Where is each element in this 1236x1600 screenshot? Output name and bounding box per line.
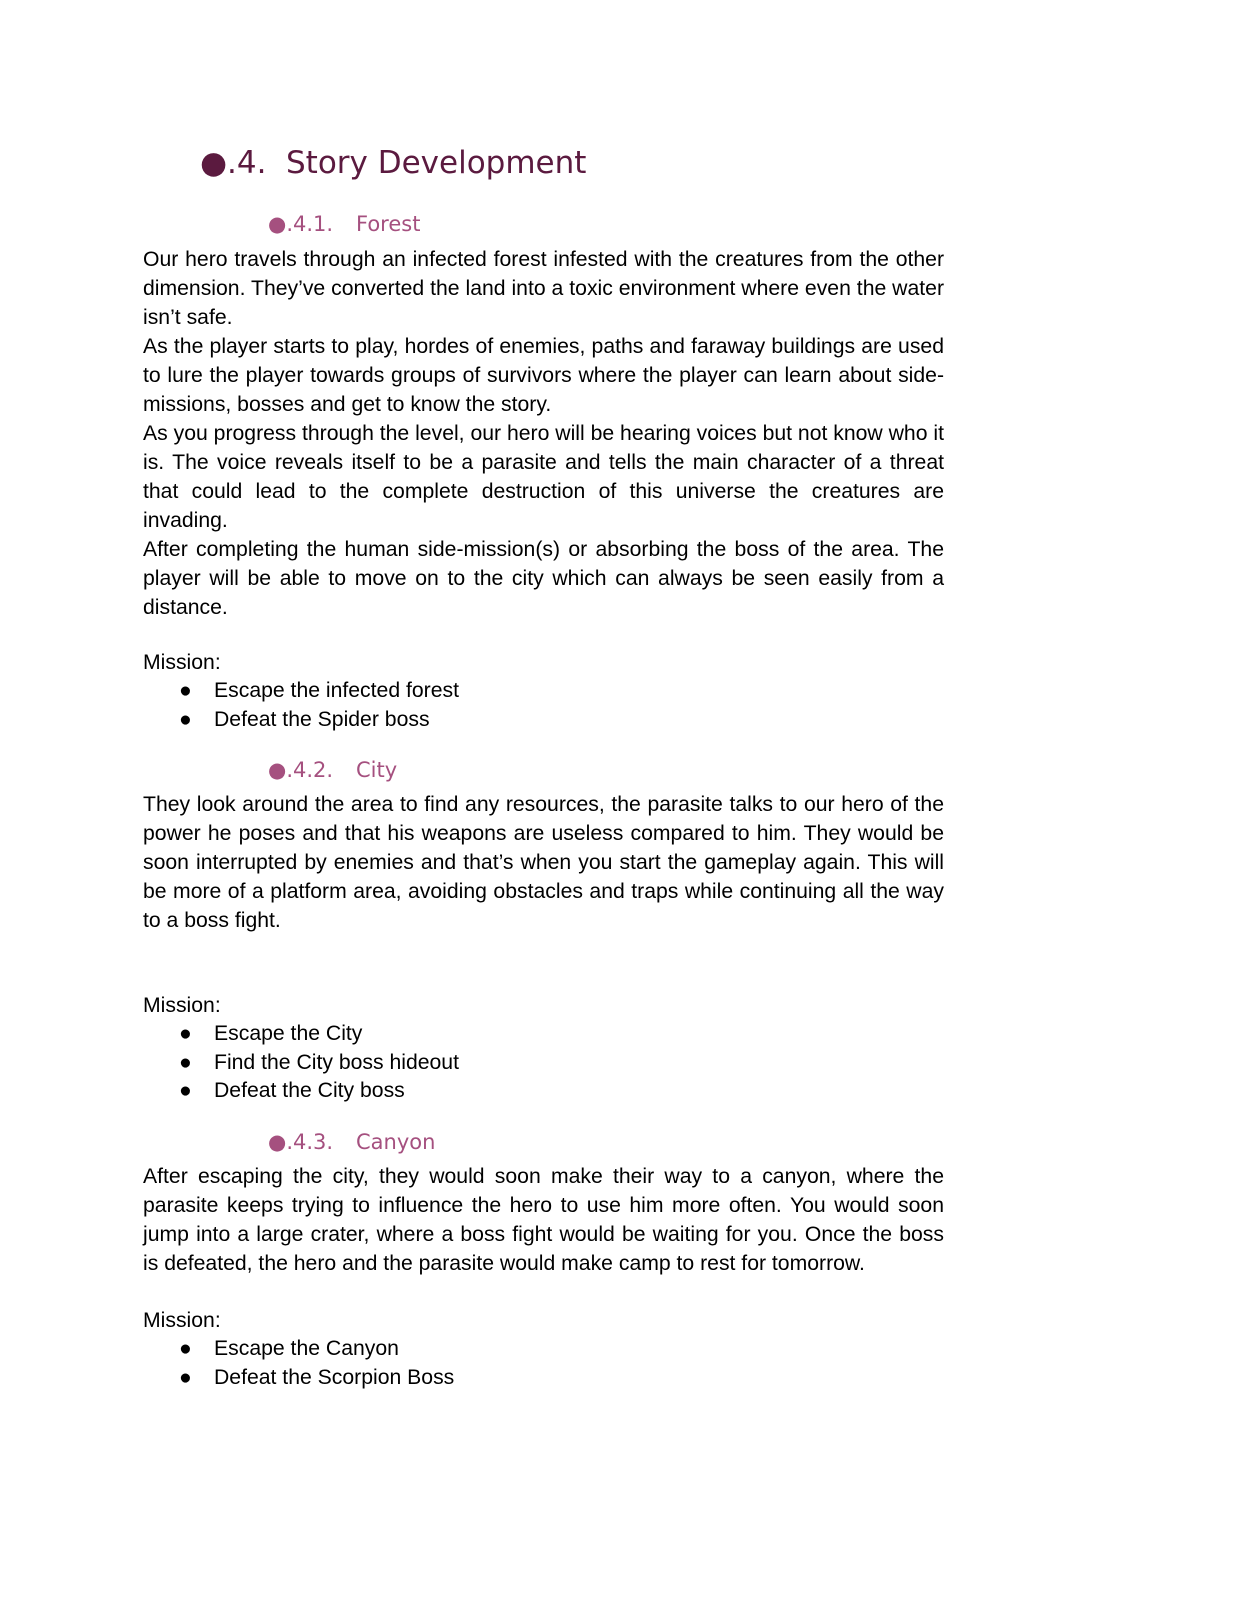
paragraph: Our hero travels through an infected forest infested with the creatures from the other dimension. They’ve converted the land into a toxic environment where even the water isn’t safe. (143, 248, 944, 329)
bullet-icon: ● (179, 1050, 192, 1074)
subsection-heading-forest (268, 212, 420, 236)
bullet-icon: ● (179, 1365, 192, 1389)
mission-label: Mission: (143, 1309, 221, 1332)
subsection-heading-canyon (268, 1130, 435, 1154)
canyon-body (143, 1162, 944, 1278)
paragraph: After completing the human side-mission(s) or absorbing the boss of the area. The player will be able to move on to the city which can always be seen easily from a distance. (143, 538, 944, 619)
subsection-number: ●.4.3. (268, 1130, 334, 1154)
list-item: ● Escape the infected forest (143, 677, 459, 706)
list-item: ● Find the City boss hideout (143, 1049, 459, 1078)
subsection-title: Forest (356, 212, 421, 236)
bullet-icon: ● (179, 707, 192, 731)
list-item: ● Defeat the Spider boss (143, 706, 459, 735)
subsection-title: Canyon (356, 1130, 436, 1154)
section-title: Story Development (286, 145, 587, 181)
bullet-icon: ● (179, 1079, 192, 1103)
section-number: ●.4. (200, 145, 267, 181)
mission-list-canyon (143, 1335, 454, 1392)
subsection-title: City (356, 758, 398, 782)
mission-label: Mission: (143, 994, 221, 1017)
subsection-heading-city (268, 758, 397, 782)
forest-body (143, 245, 944, 622)
paragraph: As you progress through the level, our hero will be hearing voices but not know who it is. The voice reveals itself to be a parasite and tells the main character of a threat that could lead to the complete destruction of this universe the creatures are invading. (143, 422, 944, 532)
paragraph: After escaping the city, they would soon make their way to a canyon, where the parasite keeps trying to influence the hero to use him more often. You would soon jump into a large crater, where a boss fight would be waiting for you. Once the boss is defeated, the hero and the parasite would make camp to rest for tomorrow. (143, 1165, 944, 1275)
list-item: ● Escape the Canyon (143, 1335, 454, 1364)
bullet-icon: ● (179, 1337, 192, 1360)
mission-list-forest (143, 677, 459, 734)
subsection-number: ●.4.1. (268, 212, 334, 236)
list-item: ● Escape the City (143, 1020, 459, 1049)
section-heading (200, 145, 586, 181)
bullet-icon: ● (179, 679, 192, 702)
city-body (143, 790, 944, 935)
bullet-icon: ● (179, 1022, 192, 1045)
paragraph: They look around the area to find any resources, the parasite talks to our hero of the power he poses and that his weapons are useless compared to him. They would be soon interrupted by enemies and that’s when you start the gameplay again. This will be more of a platform area, avoiding obstacles and traps while continuing all the way to a boss fight. (143, 793, 944, 932)
mission-label: Mission: (143, 651, 221, 674)
subsection-number: ●.4.2. (268, 758, 334, 782)
mission-list-city (143, 1020, 459, 1106)
paragraph: As the player starts to play, hordes of enemies, paths and faraway buildings are used to lure the player towards groups of survivors where the player can learn about side-missions, bosses and get to know the story. (143, 335, 944, 416)
list-item: ● Defeat the Scorpion Boss (143, 1364, 454, 1393)
list-item: ● Defeat the City boss (143, 1077, 459, 1106)
